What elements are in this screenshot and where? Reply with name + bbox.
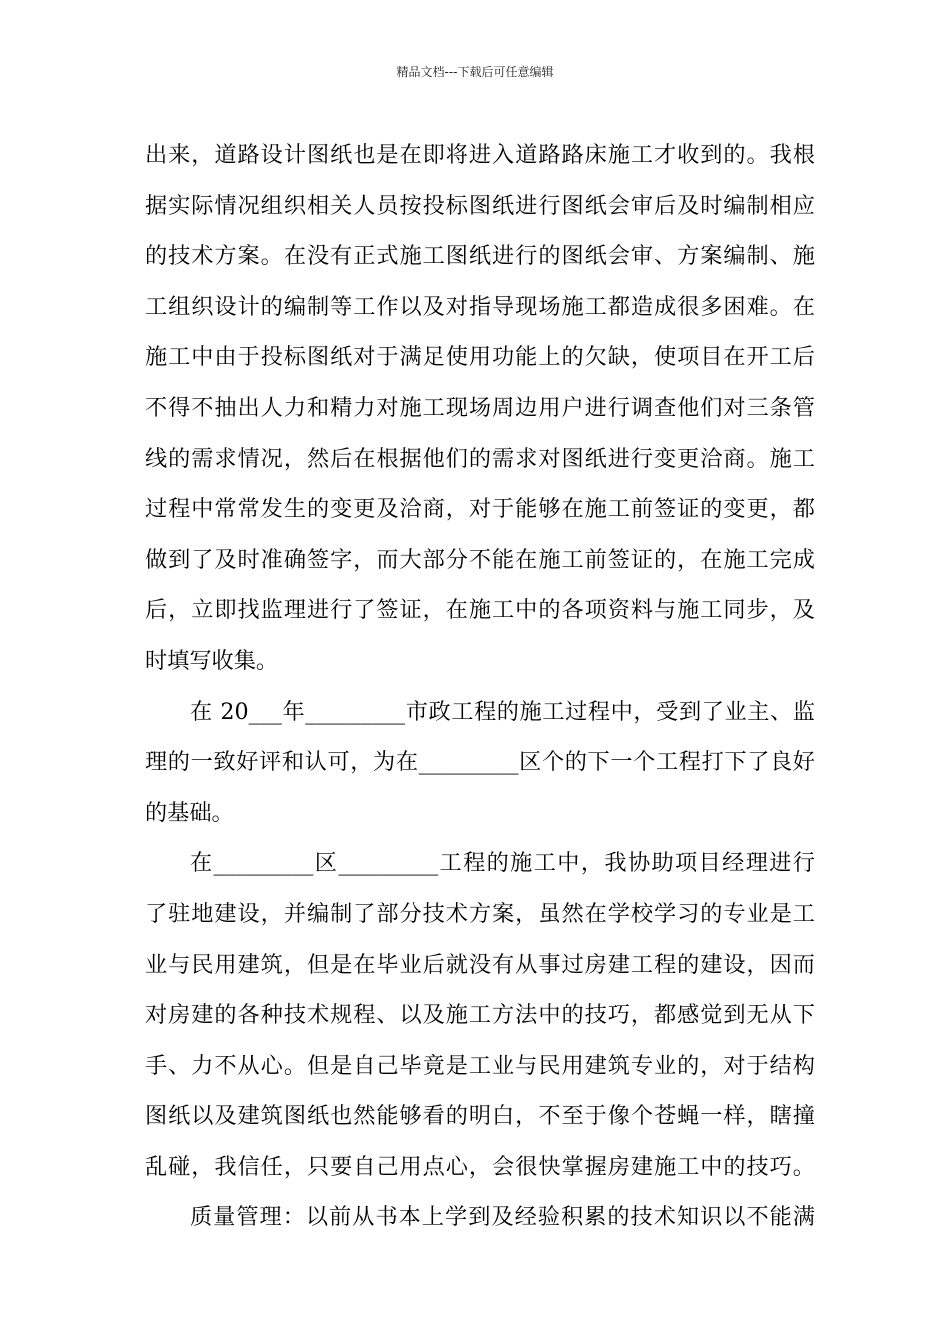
text-line: 时填写收集。 <box>145 647 279 674</box>
text-line: 过程中常常发生的变更及洽商，对于能够在施工前签证的变更，都 <box>145 496 815 523</box>
paragraph-first-line: 在_________区_________工程的施工中，我协助项目经理进行 <box>190 850 815 877</box>
text-line: 了驻地建设，并编制了部分技术方案，虽然在学校学习的专业是工 <box>145 900 815 927</box>
text-line: 做到了及时准确签字，而大部分不能在施工前签证的，在施工完成 <box>145 546 815 573</box>
text-line: 手、力不从心。但是自己毕竟是工业与民用建筑专业的，对于结构 <box>145 1052 815 1079</box>
text-line: 对房建的各种技术规程、以及施工方法中的技巧，都感觉到无从下 <box>145 1002 815 1029</box>
paragraph-first-line: 质量管理：以前从书本上学到及经验积累的技术知识以不能满 <box>190 1204 815 1231</box>
text-line: 出来，道路设计图纸也是在即将进入道路路床施工才收到的。我根 <box>145 142 815 168</box>
document-body <box>145 130 815 1243</box>
text-line: 工组织设计的编制等工作以及对指导现场施工都造成很多困难。在 <box>145 293 815 320</box>
text-line: 施工中由于投标图纸对于满足使用功能上的欠缺，使项目在开工后 <box>145 344 815 371</box>
text-line: 后，立即找监理进行了签证，在施工中的各项资料与施工同步，及 <box>145 597 815 624</box>
text-line: 的技术方案。在没有正式施工图纸进行的图纸会审、方案编制、施 <box>145 243 815 270</box>
text-line: 据实际情况组织相关人员按投标图纸进行图纸会审后及时编制相应 <box>145 192 815 219</box>
paragraph-first-line: 在 20___年_________市政工程的施工过程中，受到了业主、监 <box>190 698 815 725</box>
text-line: 图纸以及建筑图纸也然能够看的明白，不至于像个苍蝇一样，瞎撞 <box>145 1103 815 1130</box>
text-line: 乱碰，我信任，只要自己用点心，会很快掌握房建施工中的技巧。 <box>145 1153 815 1180</box>
text-line: 理的一致好评和认可，为在_________区个的下一个工程打下了良好 <box>145 749 815 776</box>
text-line: 业与民用建筑，但是在毕业后就没有从事过房建工程的建设，因而 <box>145 951 815 978</box>
text-line: 不得不抽出人力和精力对施工现场周边用户进行调查他们对三条管 <box>145 394 815 421</box>
page-header: 精品文档---下载后可任意编辑 <box>396 65 554 79</box>
text-line: 线的需求情况，然后在根据他们的需求对图纸进行变更洽商。施工 <box>145 445 815 472</box>
text-line: 的基础。 <box>145 799 234 826</box>
